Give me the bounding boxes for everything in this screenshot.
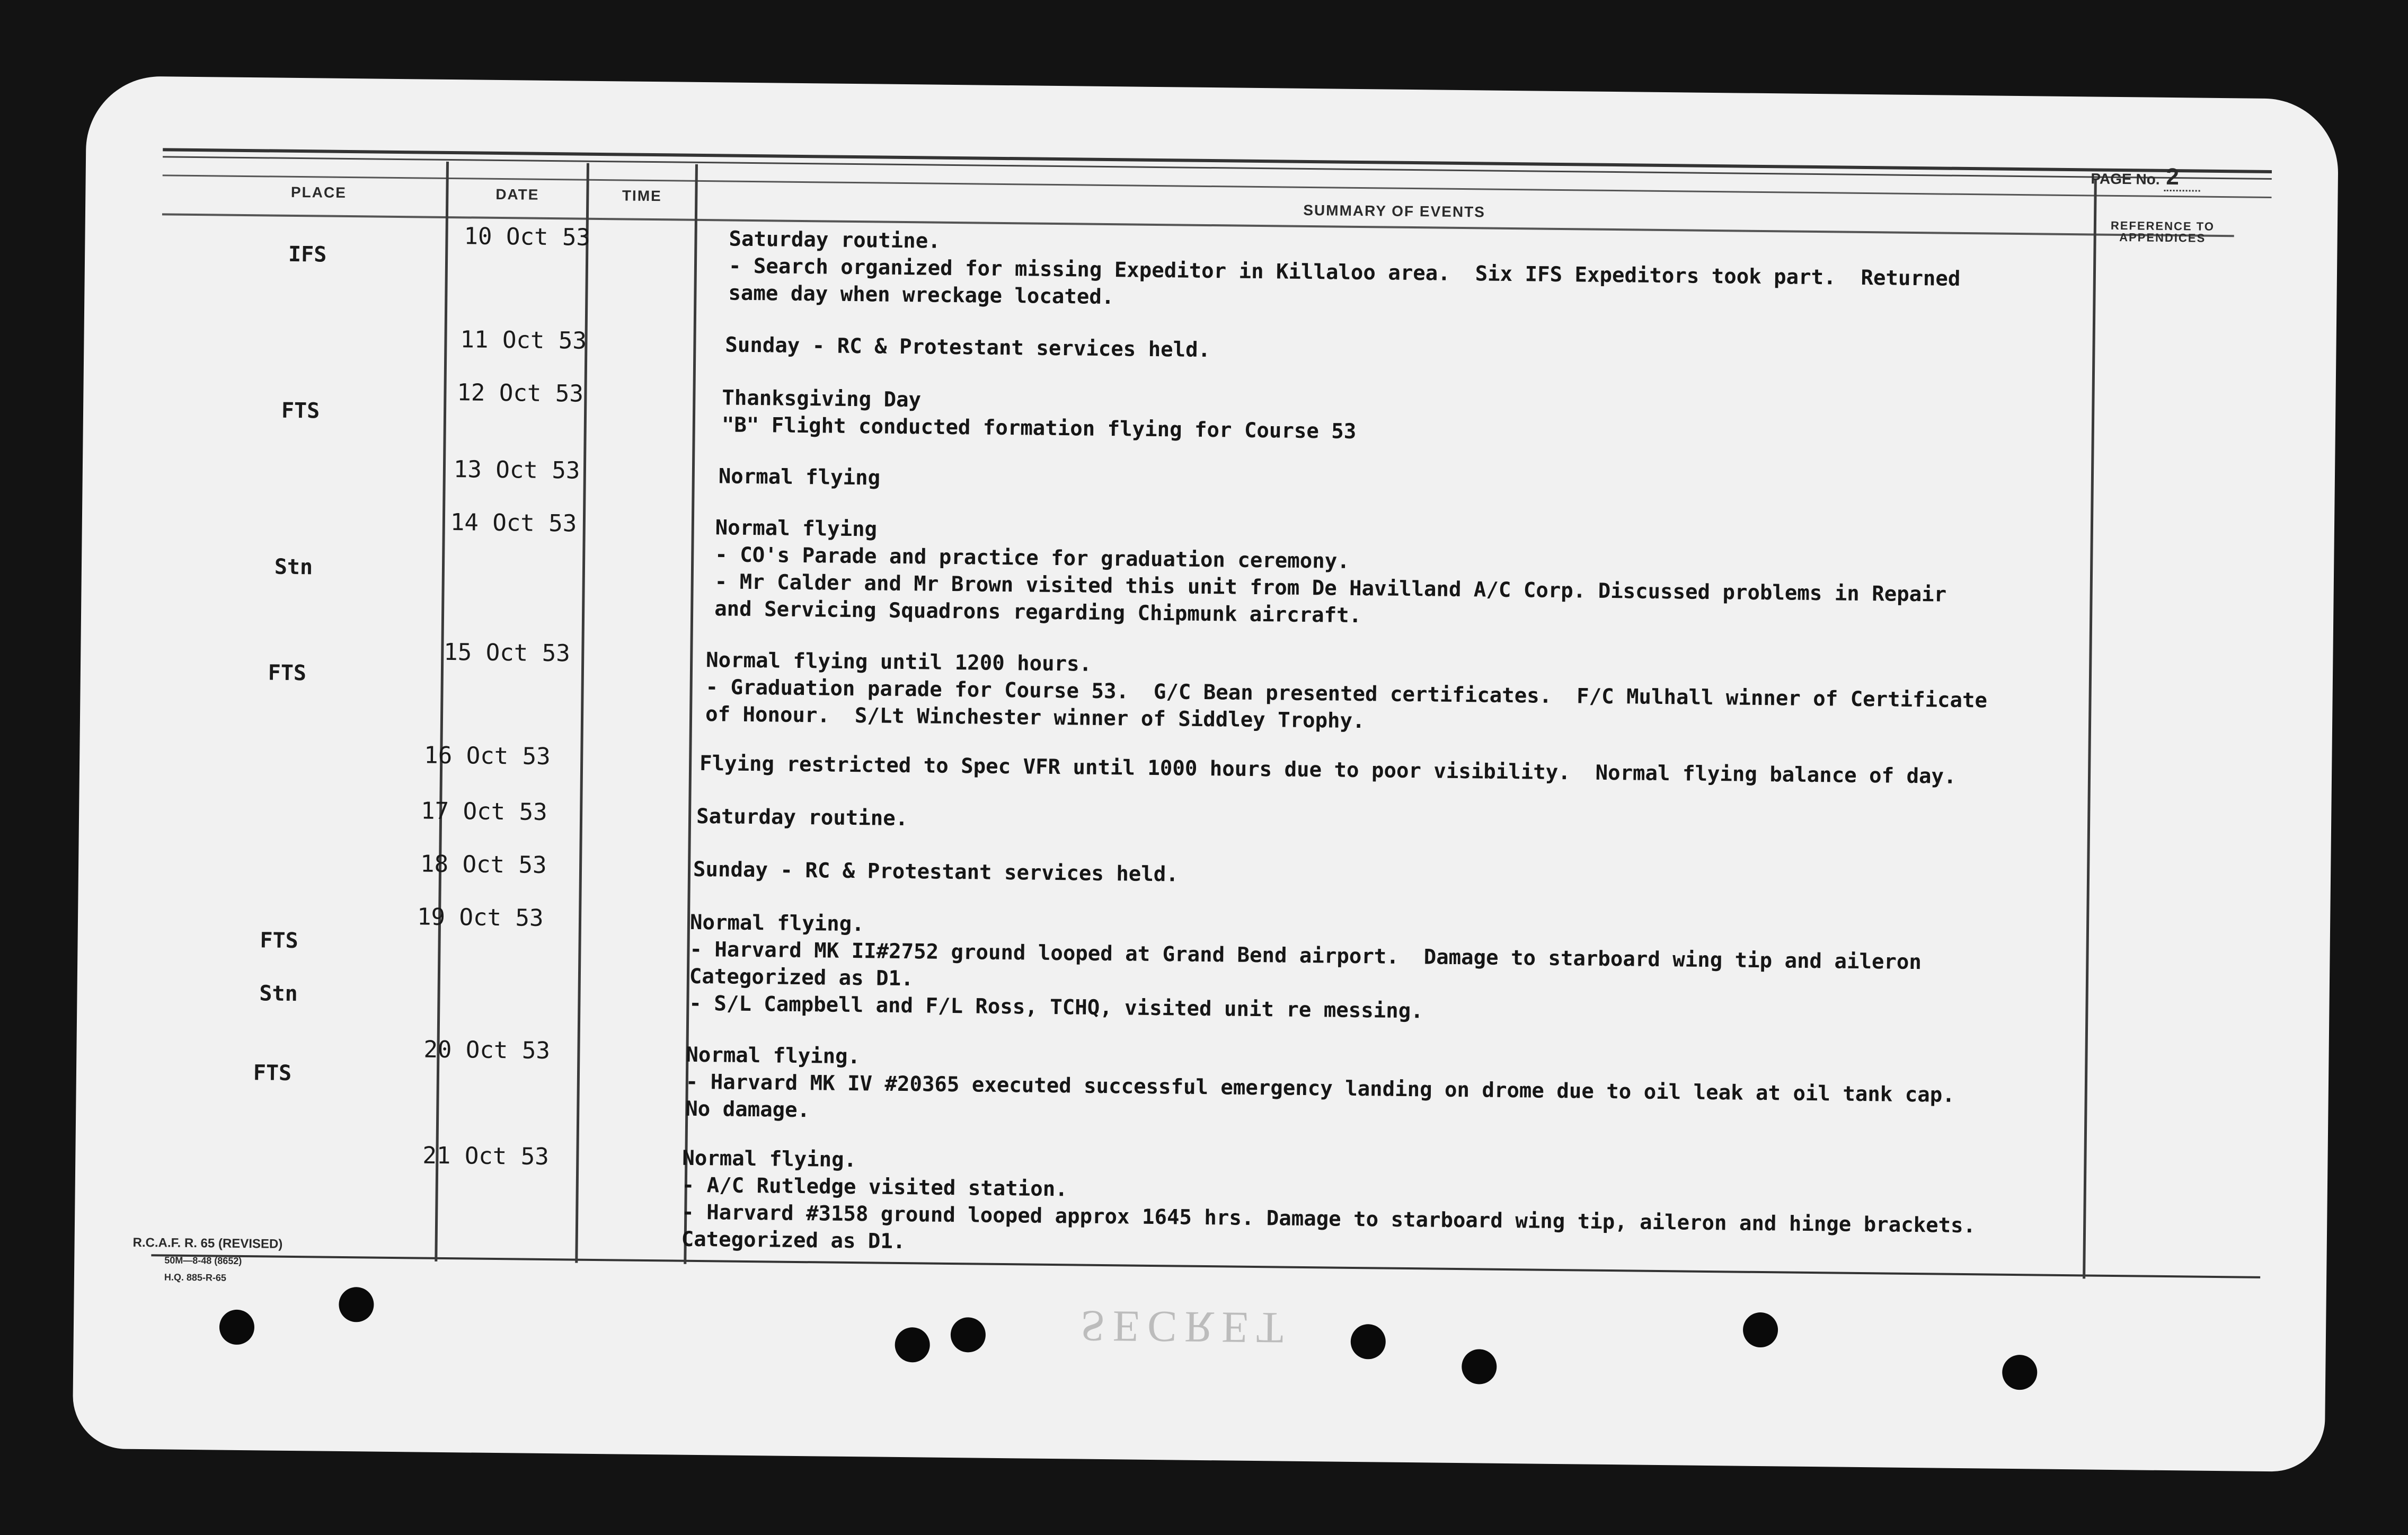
punch-hole [2002,1355,2038,1390]
punch-hole [219,1310,255,1345]
event-entry: Saturday routine. [696,804,908,831]
punch-hole [1743,1312,1778,1348]
place-cell: FTS [281,398,320,424]
event-entry: Normal flying. - Harvard MK II#2752 ground looped at Grand Bend airport. Damage to starboard wing tip and aileron Categorized as D1. - S/L Campbell and F/L Ross, TCHQ, visited unit re messing. [689,910,1922,1024]
header-date: DATE [495,186,539,203]
event-entry: Normal flying - CO's Parade and practice for graduation ceremony. - Mr Calder and Mr Brown visited this unit from De Havilland A/C Corp. Discussed problems in Repair and Servicing Squadrons regarding Chipmunk aircraft. [714,516,1947,628]
page-number: 2 [2164,164,2200,192]
header-summary: SUMMARY OF EVENTS [1303,201,1486,220]
date-cell: 20 Oct 53 [423,1036,551,1065]
date-cell: 15 Oct 53 [444,638,571,667]
form-number: R.C.A.F. R. 65 (REVISED) [132,1235,283,1251]
event-entry: Flying restricted to Spec VFR until 1000 hours due to poor visibility. Normal flying balance of day. [699,752,1956,789]
column-divider-place [435,162,449,1261]
form-footer [132,1234,283,1287]
column-divider-summary [2083,179,2097,1278]
punch-hole [339,1287,374,1322]
event-entry: Normal flying. - Harvard MK IV #20365 executed successful emergency landing on drome due to oil leak at oil tank cap. No damage. [685,1043,1955,1123]
place-cell: Stn [259,981,298,1007]
date-cell: 13 Oct 53 [453,456,580,484]
punch-hole [1462,1349,1497,1384]
header-time: TIME [622,187,662,205]
date-cell: 12 Oct 53 [457,379,584,408]
event-entry: Thanksgiving Day "B" Flight conducted formation flying for Course 53 [721,386,1357,444]
event-entry: Normal flying. - A/C Rutledge visited station. - Harvard #3158 ground looped approx 1645 hrs. Damage to starboard wing tip, aileron and hinge brackets. Categorized as D1. [681,1146,1976,1254]
event-entry: Sunday - RC & Protestant services held. [693,857,1179,887]
event-entry: Normal flying [718,464,881,490]
form-print-run: 50M—8-48 (8652) [164,1255,242,1267]
punch-hole [951,1317,986,1353]
punch-hole [1350,1324,1386,1360]
document-card [73,76,2339,1472]
date-cell: 19 Oct 53 [417,903,544,932]
event-entry: Normal flying until 1200 hours. - Graduation parade for Course 53. G/C Bean presented certificates. F/C Mulhall winner of Certificate of Honour. S/Lt Winchester winner of Siddley Trophy. [705,648,1988,734]
date-cell: 10 Oct 53 [464,223,591,251]
place-cell: FTS [268,660,307,686]
page-number-label [2091,163,2200,190]
header-place: PLACE [290,183,347,201]
date-cell: 18 Oct 53 [420,850,547,879]
date-cell: 17 Oct 53 [420,797,547,826]
punch-hole [895,1327,930,1363]
event-entry: Sunday - RC & Protestant services held. [725,333,1211,363]
bleed-through-stamp: SECRET [1080,1301,1291,1353]
place-cell: FTS [260,928,298,954]
date-cell: 16 Oct 53 [424,742,551,771]
date-cell: 11 Oct 53 [460,326,587,355]
page-label: PAGE No. [2091,170,2160,188]
form-hq-number: H.Q. 885-R-65 [164,1272,227,1283]
event-entry: Saturday routine. - Search organized for missing Expeditor in Killaloo area. Six IFS Expeditors took part. Returned same day when wreckage located. [728,227,1961,310]
header-reference: REFERENCE TO APPENDICES [2110,218,2215,245]
date-cell: 14 Oct 53 [450,509,577,537]
place-cell: IFS [288,242,327,267]
date-cell: 21 Oct 53 [422,1142,550,1171]
place-cell: FTS [253,1061,292,1086]
place-cell: Stn [274,554,313,580]
